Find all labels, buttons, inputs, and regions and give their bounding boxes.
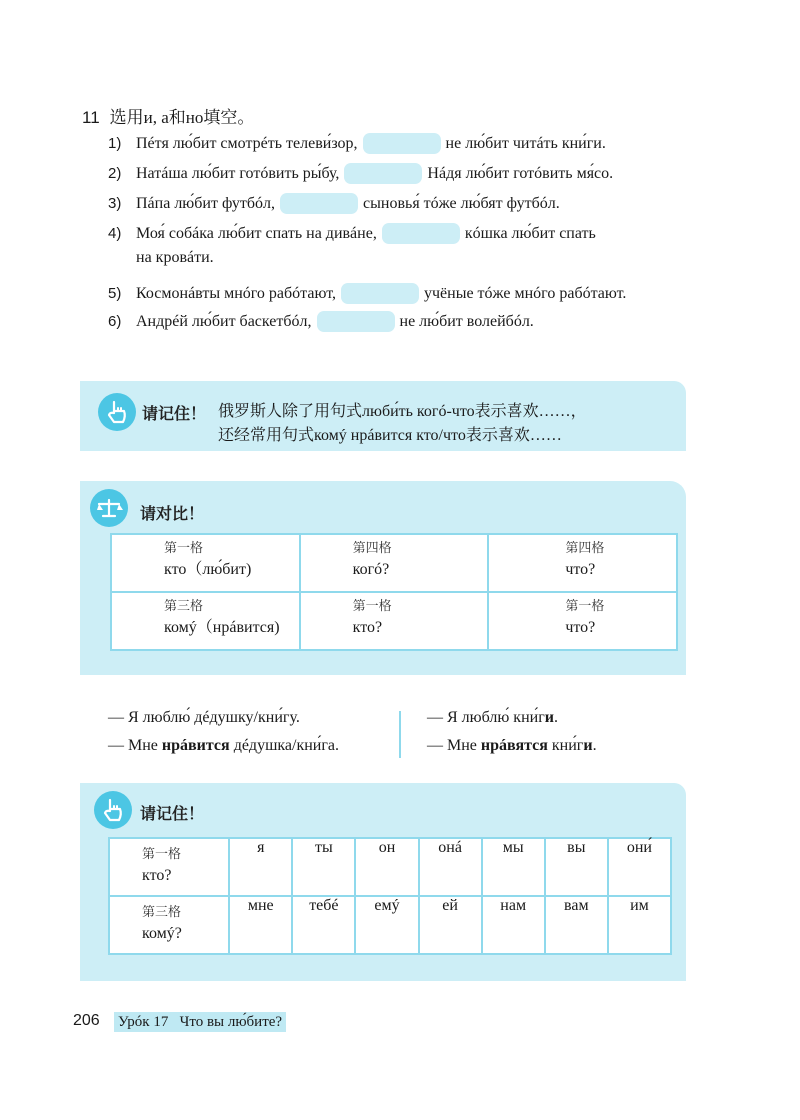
pronoun-title: 请记住！	[140, 804, 205, 823]
answer-blank[interactable]	[363, 133, 441, 154]
table-row	[109, 838, 671, 896]
case-word: комý（нрáвится)	[164, 619, 280, 636]
case-word: что?	[565, 619, 596, 636]
dialog-bold-ending: и	[544, 709, 554, 726]
pronoun-table	[108, 837, 672, 955]
item-index: 3)	[108, 195, 122, 212]
pronoun-cell: мы	[482, 838, 545, 896]
lesson-title: Что вы лю́бите?	[179, 1014, 283, 1030]
pronoun-cell: мне	[229, 896, 292, 954]
pronoun-cell: нам	[482, 896, 545, 954]
dialog-left-2	[108, 737, 339, 755]
item-text-after: не лю́бит волейбóл.	[399, 312, 534, 330]
exercise-heading	[82, 103, 254, 128]
case-label: 第一格	[565, 599, 605, 614]
pointing-hand-icon	[98, 393, 136, 431]
table-row	[111, 534, 677, 592]
exercise-number: 11	[82, 108, 100, 127]
item-text-after: учёные тóже мнóго рабóтают.	[423, 284, 627, 302]
dialog-text: .	[553, 709, 558, 726]
dialog-text: — Мне	[108, 737, 162, 754]
case-word: кто?	[352, 619, 383, 636]
pronoun-cell: вы	[545, 838, 608, 896]
exercise-item	[108, 193, 560, 214]
table-cell	[111, 534, 300, 592]
dialog-text: кни́г	[547, 737, 584, 754]
note-line-1: 俄罗斯人除了用句式люби́ть когó-что表示喜欢……，	[218, 403, 587, 420]
pronoun-cell: онá	[419, 838, 482, 896]
dialog-text: дéдушка/кни́га.	[229, 737, 340, 754]
case-question: комý?	[142, 925, 182, 942]
exercise-instruction: 选用и, а和но填空。	[109, 108, 255, 127]
lesson-number: Урóк 17	[118, 1014, 169, 1030]
case-label: 第一格	[352, 599, 392, 614]
dialog-right-1	[427, 709, 558, 727]
table-cell	[111, 592, 300, 650]
exercise-item	[108, 223, 596, 244]
item-text-before: Натáша лю́бит готóвить ры́бу,	[136, 164, 340, 182]
table-cell	[300, 534, 489, 592]
answer-blank[interactable]	[382, 223, 460, 244]
case-word: когó?	[352, 561, 390, 578]
pronoun-cell: вам	[545, 896, 608, 954]
item-text-before: Пáпа лю́бит футбóл,	[136, 194, 276, 212]
dialog-bold-verb: нрáвится	[161, 737, 230, 754]
scales-icon	[90, 489, 128, 527]
item-text-before: Моя́ собáка лю́бит спать на дивáне,	[136, 224, 377, 242]
item-text-before: Андрéй лю́бит баскетбóл,	[136, 312, 312, 330]
pronoun-cell: им	[608, 896, 671, 954]
pronoun-cell: тебé	[292, 896, 355, 954]
table-cell	[488, 592, 677, 650]
lesson-tag	[114, 1012, 286, 1032]
pronoun-cell: ты	[292, 838, 355, 896]
dialog-bold-verb: нрáвятся	[480, 737, 548, 754]
pronoun-cell: емý	[355, 896, 418, 954]
item-text-after: Нáдя лю́бит готóвить мя́со.	[427, 164, 614, 182]
exercise-item	[108, 283, 626, 304]
item-text-after: не лю́бит читáть кни́ги.	[445, 134, 606, 152]
item-index: 5)	[108, 285, 122, 302]
answer-blank[interactable]	[344, 163, 422, 184]
note-line-2: 还经常用句式комý нрáвится кто/что表示喜欢……	[218, 427, 562, 444]
case-question: кто?	[142, 867, 172, 884]
dialog-text: — Я люблю́ кни́г	[427, 709, 545, 726]
table-cell	[488, 534, 677, 592]
item-text-after: сыновья́ тóже лю́бят футбóл.	[363, 194, 560, 212]
note-title: 请记住！	[142, 404, 207, 423]
pronoun-cell: я	[229, 838, 292, 896]
answer-blank[interactable]	[341, 283, 419, 304]
pointing-hand-icon	[94, 791, 132, 829]
dialog-text: .	[592, 737, 597, 754]
case-word: кто（лю́бит)	[164, 561, 252, 578]
pronoun-cell: ей	[419, 896, 482, 954]
exercise-item	[108, 133, 606, 154]
pronoun-panel	[80, 783, 686, 981]
case-label: 第一格	[164, 541, 204, 556]
dialog-left-1: — Я люблю́ дéдушку/кни́гу.	[108, 709, 300, 726]
pronoun-cell: он	[355, 838, 418, 896]
case-label: 第四格	[352, 541, 392, 556]
page-number: 206	[73, 1012, 100, 1029]
compare-panel	[80, 481, 686, 675]
item-text-before: Космонáвты мнóго рабóтают,	[136, 284, 336, 302]
exercise-item	[108, 311, 534, 332]
compare-table	[110, 533, 678, 651]
item-continuation: на кровáти.	[136, 249, 214, 266]
case-label: 第三格	[142, 905, 182, 920]
exercise-item	[108, 163, 613, 184]
case-label: 第三格	[164, 599, 204, 614]
table-row	[109, 896, 671, 954]
dialog-bold-ending: и	[583, 737, 593, 754]
table-cell	[300, 592, 489, 650]
case-word: что?	[565, 561, 596, 578]
pronoun-cell: они́	[608, 838, 671, 896]
case-label: 第一格	[142, 847, 182, 862]
answer-blank[interactable]	[317, 311, 395, 332]
item-text-after: кóшка лю́бит спать	[464, 224, 596, 242]
item-index: 1)	[108, 135, 122, 152]
table-row	[111, 592, 677, 650]
dialog-text: — Мне	[427, 737, 481, 754]
table-cell	[109, 838, 229, 896]
item-index: 6)	[108, 313, 122, 330]
table-cell	[109, 896, 229, 954]
remember-note-panel	[80, 381, 686, 451]
item-index: 2)	[108, 165, 122, 182]
answer-blank[interactable]	[280, 193, 358, 214]
dialog-divider	[399, 711, 401, 758]
item-text-before: Пéтя лю́бит смотрéть телеви́зор,	[136, 134, 358, 152]
item-index: 4)	[108, 225, 122, 242]
compare-title: 请对比！	[140, 504, 205, 523]
dialog-right-2	[427, 737, 597, 755]
case-label: 第四格	[565, 541, 605, 556]
